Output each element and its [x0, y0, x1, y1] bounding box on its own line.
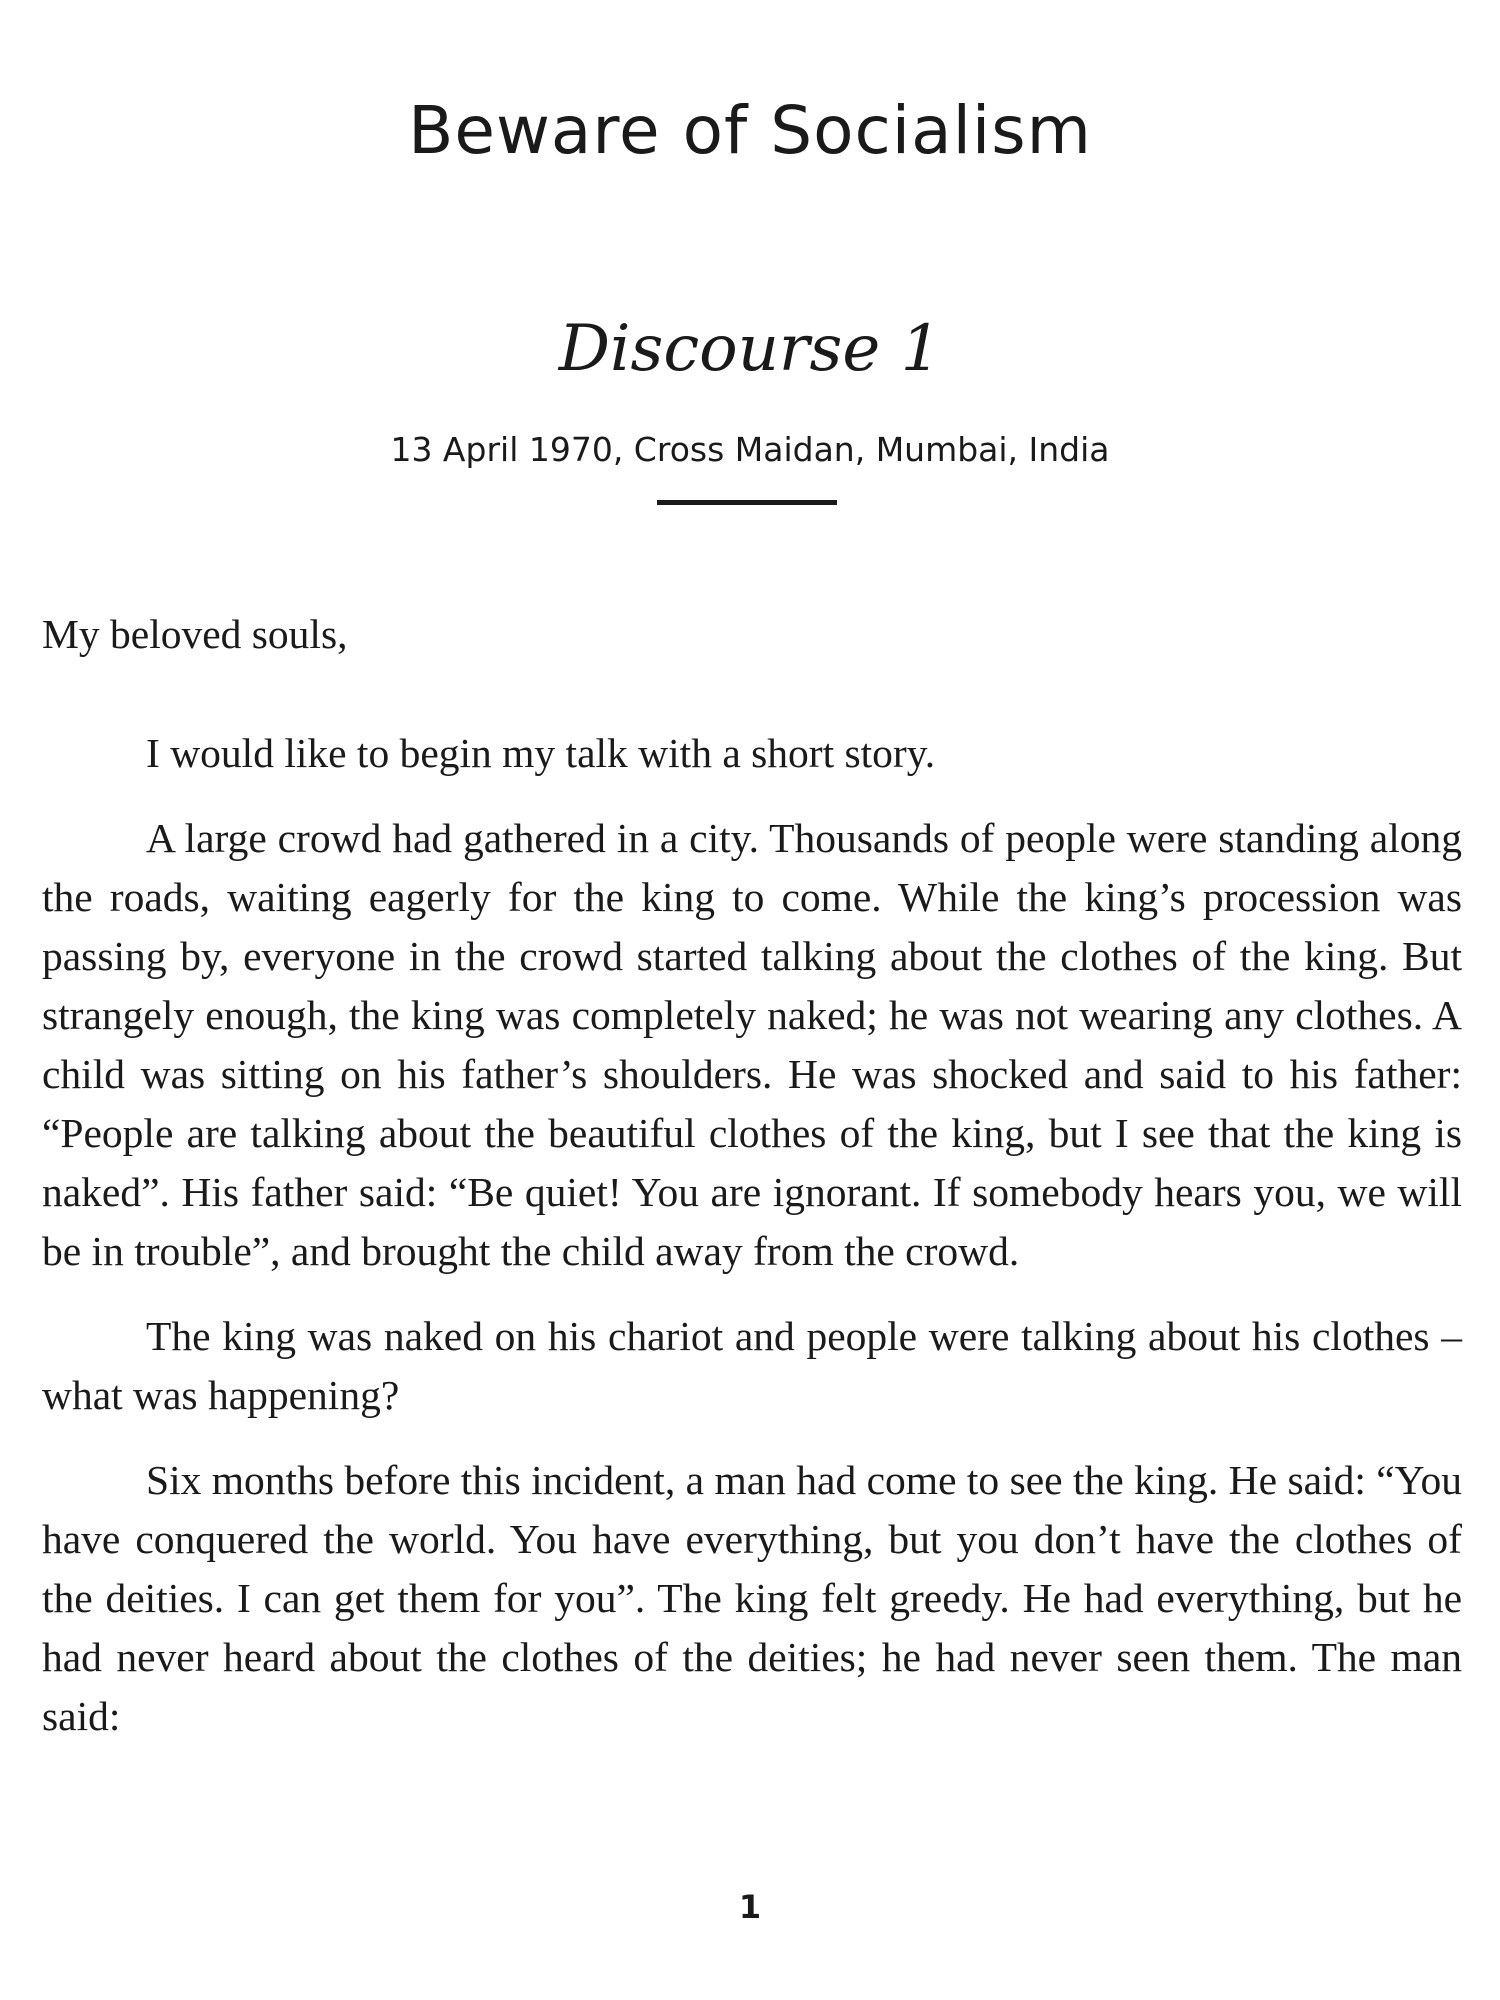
salutation: My beloved souls,	[42, 611, 348, 657]
discourse-subtitle: 13 April 1970, Cross Maidan, Mumbai, India	[390, 430, 1110, 469]
paragraph: Six months before this incident, a man had come to see the king. He said: “You have conquered the world. You have everything, but you don’t have the clothes of the deities. I can get them for you”. The king felt greedy. He had everything, but he had never heard about the clothes of the deities; he had never seen them. The man said:	[42, 1457, 1462, 1739]
paragraph: The king was naked on his chariot and people were talking about his clothes – what was happening?	[42, 1313, 1462, 1418]
page-number: 1	[738, 1888, 762, 1926]
discourse-title: Discourse 1	[558, 312, 942, 386]
book-title: Beware of Socialism	[408, 92, 1092, 169]
title-divider	[657, 500, 837, 505]
paragraph: I would like to begin my talk with a short story.	[146, 730, 936, 776]
paragraph: A large crowd had gathered in a city. Thousands of people were standing along the roads, waiting eagerly for the king to come. While the king’s procession was passing by, everyone in the crowd started talking about the clothes of the king. But strangely enough, the king was completely naked; he was not wearing any clothes. A child was sitting on his father’s shoulders. He was shocked and said to his father: “People are talking about the beautiful clothes of the king, but I see that the king is naked”. His father said: “Be quiet! You are ignorant. If somebody hears you, we will be in trouble”, and brought the child away from the crowd.	[42, 815, 1462, 1274]
body-text	[42, 605, 1462, 1772]
